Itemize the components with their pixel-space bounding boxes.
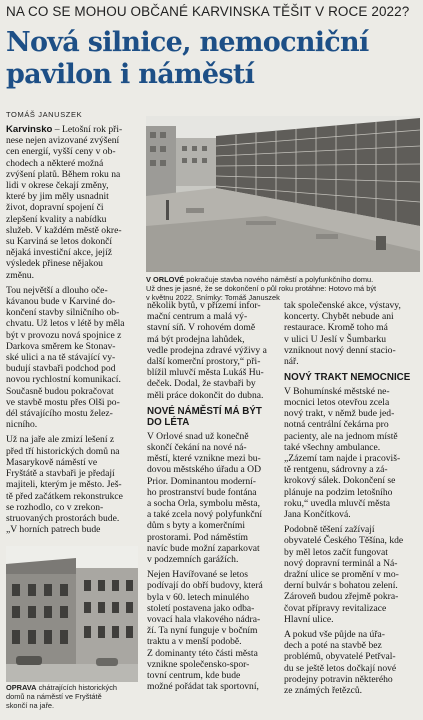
paragraph: Tou největší a dlouho oče- kávanou bude v Karviné do- končení stavby silničního ob- chvatu. Už letos v létě by měla být v provozu nová spojnice z Darkova směrem ke Stonav- ské ulici a na tě stávající vy- budují stavbaři podchod pod novou rychlostní komunikací. Současně budou pokračovat ve stavbě mostu přes Olši po- dél stávajícího mostu želez- nicního. bbox=[6, 284, 125, 431]
article-byline: TOMÁŠ JANUSZEK bbox=[6, 110, 83, 119]
construction-photo-image bbox=[146, 116, 420, 272]
paragraph: A pokud vše půjde na úřa- dech a poté na stavbě bez problémů, obyvatelé Petřval- du se ještě letos dočkají nové prodejny potravin některého ze známých řetězců. bbox=[284, 628, 397, 696]
section-subhead: NOVÉ NÁMĚSTÍ MÁ BÝT DO LÉTA bbox=[147, 405, 262, 429]
photo-credit: Snímky: Tomáš Januszek bbox=[196, 293, 280, 303]
headline-line-2: pavilon i náměstí bbox=[6, 59, 255, 90]
caption-label: OPRAVA bbox=[6, 683, 37, 692]
historic-houses-photo bbox=[6, 546, 138, 682]
paragraph: Karvinsko – Letošní rok při- nese nejen avizované zvýšení cen energií, vyšší ceny v ob- chodech a některé možná zvýšení platů. Během roku na lidi v okrese čekají změny, které by jim měly usnadnit život, dopravní spojení či zlepšení kvality a nabídku služeb. V každém městě okre- su Karviná se letos dokončí nějaká investiční akce, jejíž výsledek přinese nějakou změnu. bbox=[6, 124, 123, 281]
caption-label: V ORLOVÉ bbox=[146, 275, 185, 284]
paragraph: Už na jaře ale zmizí lešení z před tří historických domů na Masarykově náměstí ve Fryštátě a stavbaři je předají majiteli, kterým je město. Ješ- tě před začátkem rekonstrukce se rozhodlo, co v zrekon- struovaných prostorách bude. „V horních patrech bude bbox=[6, 434, 123, 536]
construction-photo bbox=[146, 116, 420, 272]
paragraph: V Orlové snad už konečně skončí čekání na nové ná- městí, které vznikne mezi bu- dovou městského úřadu a OD Prior. Dominantou moderní- ho prostranství bude fontána a socha Orla, symbolu města, a také zcela nový polyfunkční dům s byty a komerčními prostorami. Pod náměstím navíc bude možní zaparkovat v podzemních garážích. bbox=[147, 430, 263, 566]
article-column-2 bbox=[147, 300, 275, 693]
paragraph: několik bytů, v přízemí infor- mační centrum a malá vý- stavní síň. V rohovém domě má být prodejna lahůdek, vedle prodejna zdravé výživy a další komerční prostory,“ při- blížil mluvčí města Lukáš Hu- deček. Dodal, že stavbaři by měli práce dokončit do dubna. bbox=[147, 300, 267, 401]
paragraph: tak společenské akce, výstavy, koncerty. Chybět nebude ani restaurace. Kromě toho má v ulici U Jeslí v Šumbarku vzniknout nový denní stacio- nář. bbox=[284, 300, 401, 368]
dateline: Karvinsko bbox=[6, 124, 53, 135]
caption-line: v květnu 2022. Snímky: Tomáš Januszek bbox=[146, 293, 280, 303]
article-kicker: NA CO SE MOHOU OBČANÉ KARVINSKA TĚŠIT V ROCE 2022? bbox=[6, 4, 410, 19]
historic-houses-photo-image bbox=[6, 546, 138, 682]
section-subhead: NOVÝ TRAKT NEMOCNICE bbox=[284, 372, 411, 384]
construction-photo-caption bbox=[146, 275, 420, 302]
paragraph: V Bohumínské městské ne- mocnici letos otevřou zcela nový trakt, v němž bude jed- notná centrální čekárna pro pacienty, ale na jednom místě také všechny ambulance. „Zázemí tam najde i pracoviš- tě rentgenu, sádrovny a zá- krokový sálek. Dokončení se plánuje na podzim letošního roku,“ uvedla mluvčí města Jana Končítková. bbox=[284, 385, 401, 520]
paragraph: Podobně těšení zažívají obyvatelé Českého Těšína, kde by měl letos začít fungovat nový dopravní terminál a Ná- dražní ulice se promění v mo- derní bulvár s bohatou zelení. Zároveň budou zřejmě pokra- čovat přípravy revitalizace Hlavní ulice. bbox=[284, 524, 404, 625]
article-column-1 bbox=[6, 124, 142, 535]
caption-line: V ORLOVÉ pokračuje stavba nového náměstí a polyfunkčního domu. bbox=[146, 275, 374, 284]
headline-line-1: Nová silnice, nemocniční bbox=[6, 27, 369, 58]
historic-houses-caption: OPRAVA chátrajících historických domů na náměstí ve Fryštátě skončí na jaře. bbox=[6, 683, 118, 711]
article-column-3 bbox=[284, 300, 420, 696]
caption-line: Už dnes je jasné, že se dokončení o půl roku protáhne: Hotovo má být bbox=[146, 284, 377, 294]
paragraph: Nejen Havířované se letos podívají do obří budovy, která byla v 60. letech minulého století postavena jako odba- vovací hala vlakového nádra- ží. Ta nyní funguje v bočním traktu a v menší podobě. Z dominanty této části města vznikne společensko-spor- tovní centrum, kde bude možné pořádat tak sportovní, bbox=[147, 569, 263, 693]
article-headline bbox=[6, 27, 420, 91]
